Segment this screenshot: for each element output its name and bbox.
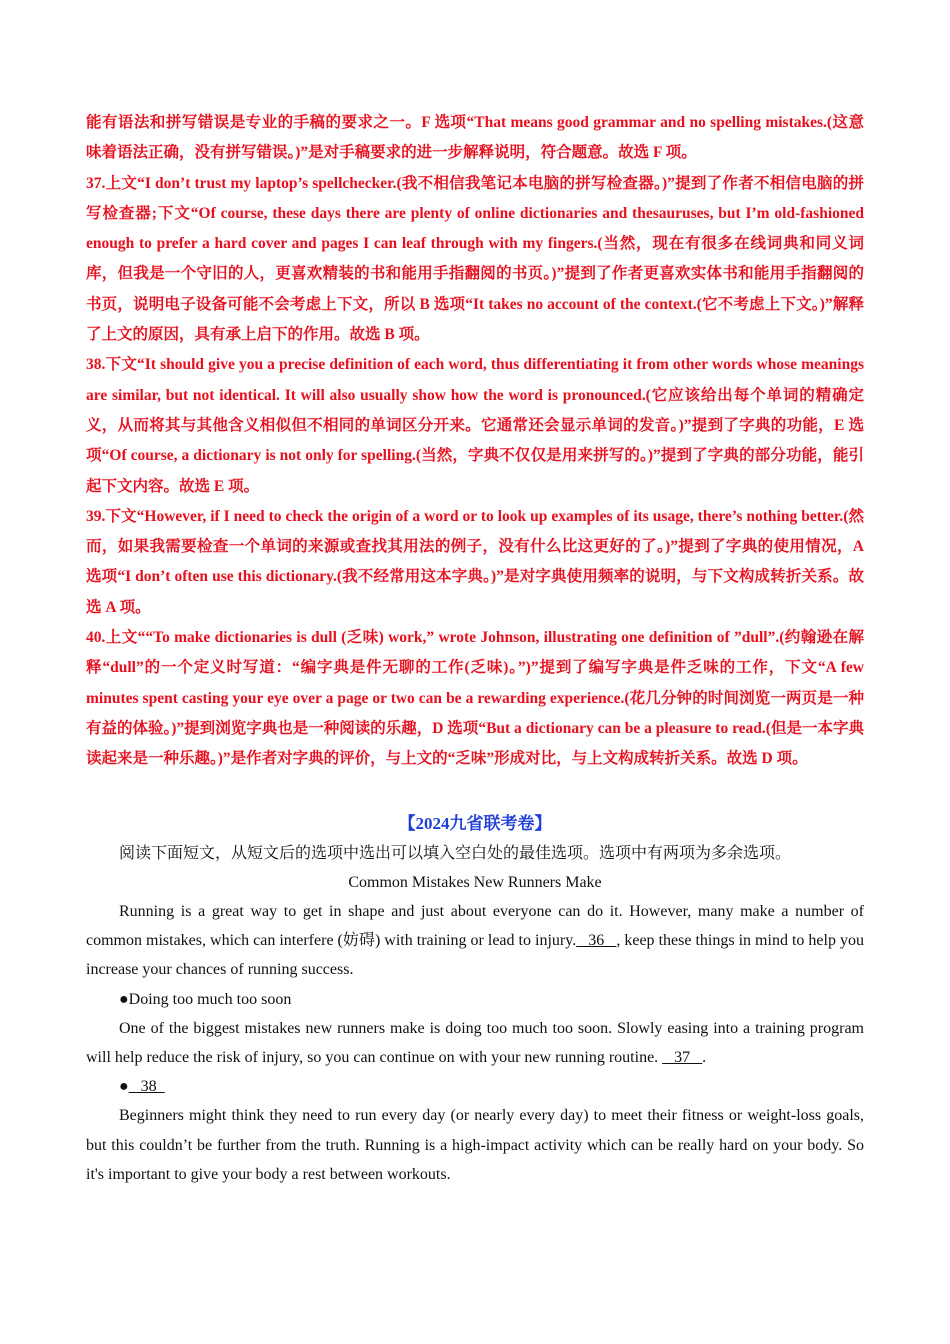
answer-explanation: 39.下文“However, if I need to check the origin of a word or to look up examples of its usage, there’s nothing better.(然而，如果我需要检查一个单词的来源或查找其用法的例子，没有什么比这更好的了。)”提到了字典的使用情况，A 选项“I don’t often use this dictionary.(我不经常用这本字典。)”是对字典使用频率的说明，与下文构成转折关系。故选 A 项。 — [86, 507, 864, 616]
paragraph-text: One of the biggest mistakes new runners make is doing too much too soon. Slowly easing into a training program will help reduce the risk of injury, so you can continue on with your new running routine. — [86, 1019, 864, 1066]
section-title: 【2024九省联考卷】 — [398, 813, 552, 833]
paragraph — [86, 1014, 864, 1072]
reading-passage — [86, 839, 864, 1189]
paragraph-text: Running is a great way to get in shape and just about everyone can do it. However, many make a number of common mistakes, which can interfere (妨碍) with training or lead to injury. — [86, 902, 864, 950]
bullet-mark: ● — [119, 1078, 129, 1096]
blank-38: 38 — [128, 1078, 165, 1096]
blank-37: 37 — [662, 1048, 703, 1066]
answer-explanation: 38.下文“It should give you a precise definition of each word, thus differentiating it from other words whose meanings are similar, but not identical. It will also usually show how the word is pronounced.(它应该给出每个单词的精确定义，从而将其与其他含义相似但不相同的单词区分开来。它通常还会显示单词的发音。)”提到了字典的功能，E 选项“Of course, a dictionary is not only for spelling.(当然，字典不仅仅是用来拼写的。)”提到了字典的部分功能，能引起下文内容。故选 E 项。 — [86, 356, 864, 495]
paragraph-text: , keep these things in mind to help you increase your chances of running success. — [86, 932, 864, 979]
instructions: 阅读下面短文，从短文后的选项中选出可以填入空白处的最佳选项。选项中有两项为多余选项。 — [119, 844, 792, 862]
answer-explanation: 能有语法和拼写错误是专业的手稿的要求之一。F 选项“That means good grammar and no spelling mistakes.(这意味着语法正确，没有拼写错误。)”是对手稿要求的进一步解释说明，符合题意。故选 F 项。 — [86, 114, 864, 162]
blank-36: 36 — [576, 932, 617, 950]
subheading — [86, 1072, 864, 1101]
answer-explanation: 37.上文“I don’t trust my laptop’s spellchecker.(我不相信我笔记本电脑的拼写检查器。)”提到了作者不相信电脑的拼写检查器;下文“Of course, these days there are plenty of online dictionaries and thesauruses, but I’m old-fashioned enough to prefer a hard cover and pages I can leaf through with my fingers.(当然，现在有很多在线词典和同义词库，但我是一个守旧的人，更喜欢精装的书和能用手指翻阅的书页。)”提到了作者更喜欢实体书和能用手指翻阅的书页，说明电子设备可能不会考虑上下文，所以 B 选项“It takes no account of the context.(它不考虑上下文。)”解释了上文的原因，具有承上启下的作用。故选 B 项。 — [86, 174, 865, 344]
subheading: ●Doing too much too soon — [119, 990, 292, 1008]
paragraph-text: . — [702, 1048, 707, 1066]
article-title: Common Mistakes New Runners Make — [348, 873, 602, 891]
paragraph: Beginners might think they need to run every day (or nearly every day) to meet their fitness or weight-loss goals, but this couldn’t be further from the truth. Running is a high-impact activity which can be really hard on your body. So it's important to give your body a rest between workouts. — [86, 1107, 864, 1183]
paragraph — [86, 897, 864, 985]
document-page — [86, 108, 864, 1189]
answer-explanation: 40.上文““To make dictionaries is dull (乏味) work,” wrote Johnson, illustrating one definition of ”dull”.(约翰逊在解释“dull”的一个定义时写道：“编字典是件无聊的工作(乏味)。”)”提到了编写字典是件乏味的工作，下文“A few minutes spent casting your eye over a page or two can be a rewarding experience.(花几分钟的时间浏览一两页是一种有益的体验。)”提到浏览字典也是一种阅读的乐趣，D 选项“But a dictionary can be a pleasure to read.(但是一本字典读起来是一种乐趣。)”是作者对字典的评价，与上文的“乏味”形成对比，与上文构成转折关系。故选 D 项。 — [86, 629, 864, 768]
answer-explanations — [86, 108, 864, 775]
